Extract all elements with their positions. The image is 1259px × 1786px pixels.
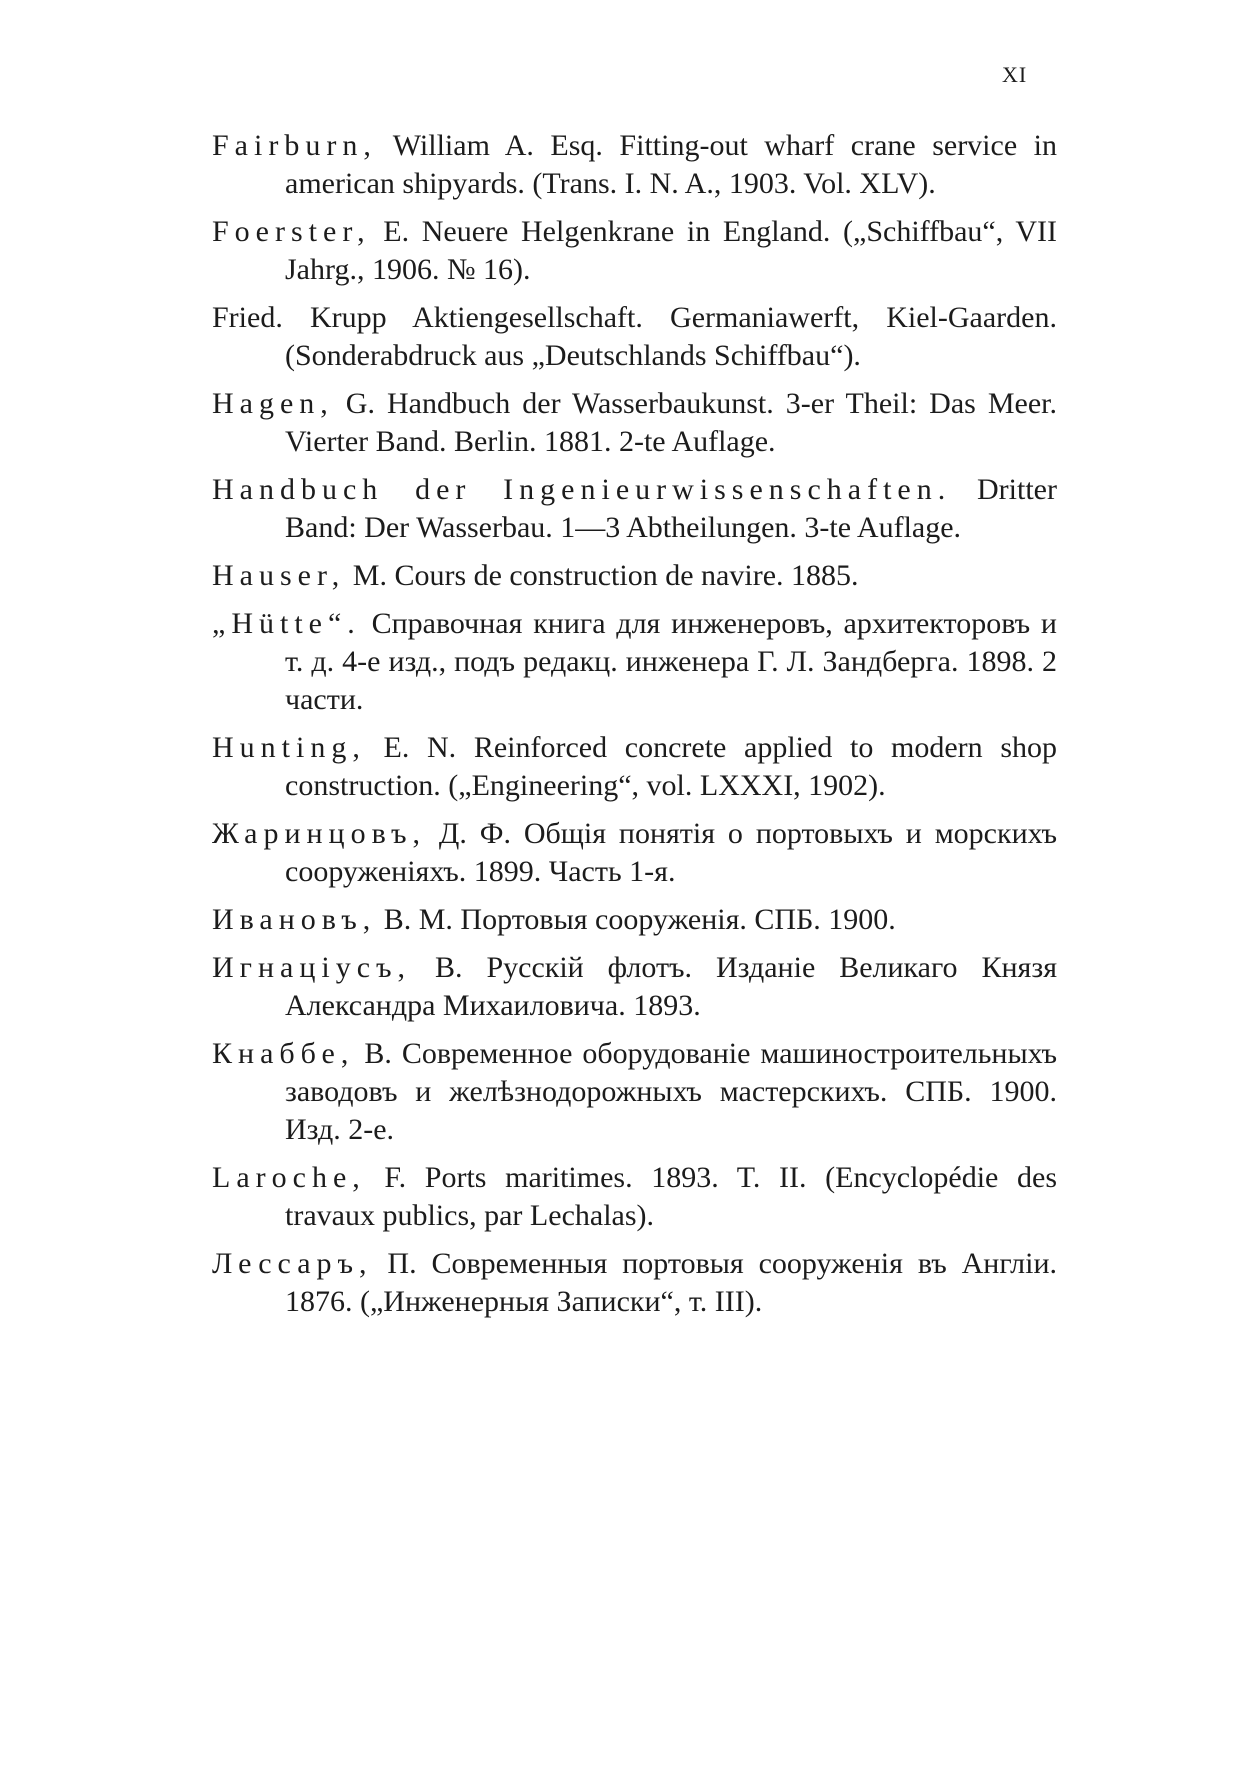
- page-number: XI: [1002, 62, 1028, 87]
- bibliography-list: [212, 127, 1057, 1331]
- bibliography-entry: [212, 729, 1057, 805]
- bibliography-entry: [212, 213, 1057, 289]
- entry-author: „Hütte“.: [212, 607, 361, 640]
- bibliography-entry: [212, 127, 1057, 203]
- entry-author: Ивановъ,: [212, 903, 377, 936]
- bibliography-entry: [212, 557, 1057, 595]
- entry-text: E. Neuere Helgenkrane in England. („Schiffbau“, VII Jahrg., 1906. № 16).: [285, 215, 1057, 286]
- entry-author: Игнаціусъ,: [212, 951, 412, 984]
- entry-author: Laroche,: [212, 1161, 366, 1194]
- entry-text: П. Современныя портовыя сооруженія въ Англіи. 1876. („Инженерныя Записки“, т. III).: [285, 1247, 1057, 1318]
- entry-text: В. М. Портовыя сооруженія. СПБ. 1900.: [376, 903, 896, 936]
- entry-text: Fried. Krupp Aktiengesellschaft. Germaniawerft, Kiel-Gaarden. (Sonderabdruck aus „Deutschlands Schiffbau“).: [212, 301, 1057, 372]
- bibliography-entry: [212, 901, 1057, 939]
- bibliography-entry: [212, 299, 1057, 375]
- entry-author: Fairburn,: [212, 129, 377, 162]
- bibliography-entry: [212, 605, 1057, 719]
- bibliography-entry: [212, 471, 1057, 547]
- entry-text: В. Современное оборудованіе машиностроительныхъ заводовъ и желѣзнодорожныхъ мастерскихъ. СПБ. 1900. Изд. 2-е.: [285, 1037, 1057, 1146]
- bibliography-entry: [212, 1035, 1057, 1149]
- bibliography-entry: [212, 385, 1057, 461]
- entry-author: Hauser,: [212, 559, 346, 592]
- entry-author: Кнаббе,: [212, 1037, 355, 1070]
- entry-author: Handbuch der Ingenieurwissenschaften.: [212, 473, 952, 506]
- bibliography-entry: [212, 1245, 1057, 1321]
- entry-text: Справочная книга для инженеровъ, архитекторовъ и т. д. 4-е изд., подъ редакц. инженера Г. Л. Зандберга. 1898. 2 части.: [285, 607, 1057, 716]
- entry-text: E. N. Reinforced concrete applied to modern shop construction. („Engineering“, vol. LXXXI, 1902).: [285, 731, 1057, 802]
- entry-text: G. Handbuch der Wasserbaukunst. 3-er Theil: Das Meer. Vierter Band. Berlin. 1881. 2-te Auflage.: [285, 387, 1057, 458]
- entry-text: M. Cours de construction de navire. 1885.: [345, 559, 859, 592]
- entry-author: Лессаръ,: [212, 1247, 373, 1280]
- entry-author: Жаринцовъ,: [212, 817, 427, 850]
- bibliography-entry: [212, 949, 1057, 1025]
- entry-text: F. Ports maritimes. 1893. T. II. (Encyclopédie des travaux publics, par Lechalas).: [285, 1161, 1057, 1232]
- bibliography-entry: [212, 815, 1057, 891]
- entry-text: William A. Esq. Fitting-out wharf crane service in american shipyards. (Trans. I. N. A., 1903. Vol. XLV).: [285, 129, 1057, 200]
- entry-text: В. Русскій флотъ. Изданіе Великаго Князя Александра Михаиловича. 1893.: [285, 951, 1057, 1022]
- entry-text: Dritter Band: Der Wasserbau. 1—3 Abtheilungen. 3-te Auflage.: [285, 473, 1057, 544]
- entry-text: Д. Ф. Общія понятія о портовыхъ и морскихъ сооруженіяхъ. 1899. Часть 1-я.: [285, 817, 1057, 888]
- bibliography-entry: [212, 1159, 1057, 1235]
- entry-author: Hagen,: [212, 387, 334, 420]
- entry-author: Foerster,: [212, 215, 371, 248]
- entry-author: Hunting,: [212, 731, 366, 764]
